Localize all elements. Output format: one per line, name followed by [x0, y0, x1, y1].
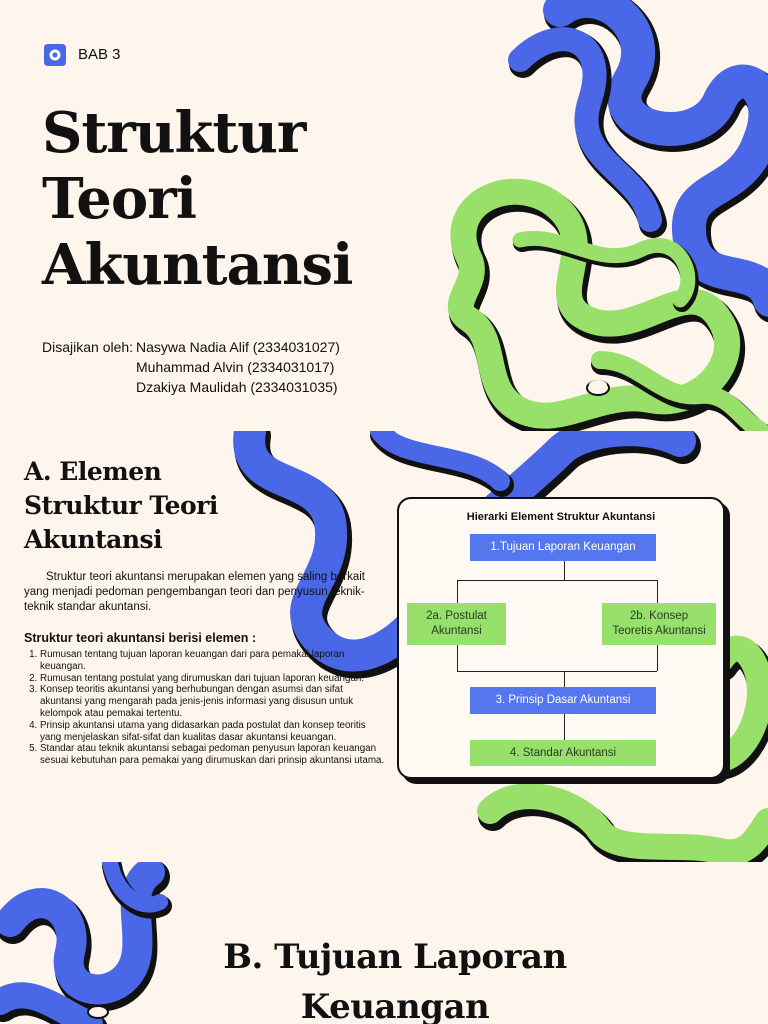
- node-postulat: [407, 603, 506, 645]
- node-label: 4. Standar Akuntansi: [509, 746, 617, 759]
- slide-title: [0, 0, 768, 431]
- title-line: Struktur: [42, 100, 306, 166]
- connector-line: [457, 671, 657, 672]
- list-item: 2. Rumusan tentang postulat yang dirumuskan dari tujuan laporan keuangan.: [40, 673, 385, 685]
- connector-line: [457, 580, 657, 581]
- slide-elemen-struktur: [0, 431, 768, 862]
- title-line: Struktur Teori: [24, 491, 218, 520]
- app-logo-icon: [42, 42, 68, 68]
- node-label: 2b. Konsep: [629, 610, 689, 622]
- connector-line: [564, 561, 565, 580]
- title-line: Teori: [42, 166, 197, 232]
- list-item: 4. Prinsip akuntansi utama yang didasarkan pada postulat dan konsep teoritis yang menjelaskan sifat-sifat dan kualitas dasar akuntansi keuangan.: [40, 720, 385, 744]
- list-item: 5. Standar atau teknik akuntansi sebagai pedoman penyusun laporan keuangan sesuai kebutuhan para pemakai yang dirumuskan dari prinsip akuntansi utama.: [40, 743, 385, 767]
- section-title: [160, 932, 630, 1024]
- connector-line: [564, 671, 565, 687]
- page-title: [42, 100, 442, 298]
- element-list: [24, 649, 385, 767]
- title-line: Akuntansi: [42, 232, 353, 298]
- list-item: 1. Rumusan tentang tujuan laporan keuangan dari para pemakai laporan keuangan.: [40, 649, 385, 673]
- diagram-title: Hierarki Element Struktur Akuntansi: [466, 511, 656, 523]
- node-prinsip-dasar: [470, 687, 656, 714]
- chapter-label: BAB 3: [78, 46, 121, 63]
- connector-line: [564, 714, 565, 740]
- slide-tujuan-laporan: [0, 862, 768, 1024]
- presenter-list: [42, 337, 340, 397]
- title-line: B. Tujuan Laporan: [223, 937, 567, 977]
- node-label: 1.Tujuan Laporan Keuangan: [490, 541, 636, 553]
- hierarchy-diagram-card: [397, 497, 725, 779]
- node-label: 3. Prinsip Dasar Akuntansi: [495, 694, 631, 706]
- connector-line: [657, 580, 658, 603]
- list-item: 3. Konsep teoritis akuntansi yang berhubungan dengan asumsi dan sifat akuntansi yang mengarah pada jenis-jenis informasi yang disusun untuk kelompok atau pemakai tertentu.: [40, 684, 385, 719]
- list-heading: Struktur teori akuntansi berisi elemen :: [24, 631, 257, 645]
- title-line: A. Elemen: [24, 457, 162, 486]
- presenter-name: Nasywa Nadia Alif (2334031027): [136, 339, 340, 355]
- node-standar: [470, 740, 656, 766]
- intro-paragraph: Struktur teori akuntansi merupakan elemen yang saling berkait yang menjadi pedoman pengembangan teori dan penyusun teknik-teknik standar akuntansi.: [24, 571, 365, 613]
- presenter-name: Dzakiya Maulidah (2334031035): [136, 379, 338, 395]
- section-title: [24, 455, 284, 557]
- presenter-label: Disajikan oleh:: [42, 339, 134, 355]
- node-tujuan-laporan: [470, 534, 656, 561]
- node-konsep-teoretis: [602, 603, 716, 645]
- connector-line: [457, 645, 458, 671]
- node-label: 2a. Postulat: [426, 610, 487, 622]
- presenter-name: Muhammad Alvin (2334031017): [136, 359, 335, 375]
- title-line: Akuntansi: [24, 525, 163, 554]
- node-label: Akuntansi: [431, 625, 482, 637]
- node-label: Teoretis Akuntansi: [612, 625, 706, 637]
- connector-line: [457, 580, 458, 603]
- title-line: Keuangan: [300, 987, 490, 1024]
- connector-line: [657, 645, 658, 671]
